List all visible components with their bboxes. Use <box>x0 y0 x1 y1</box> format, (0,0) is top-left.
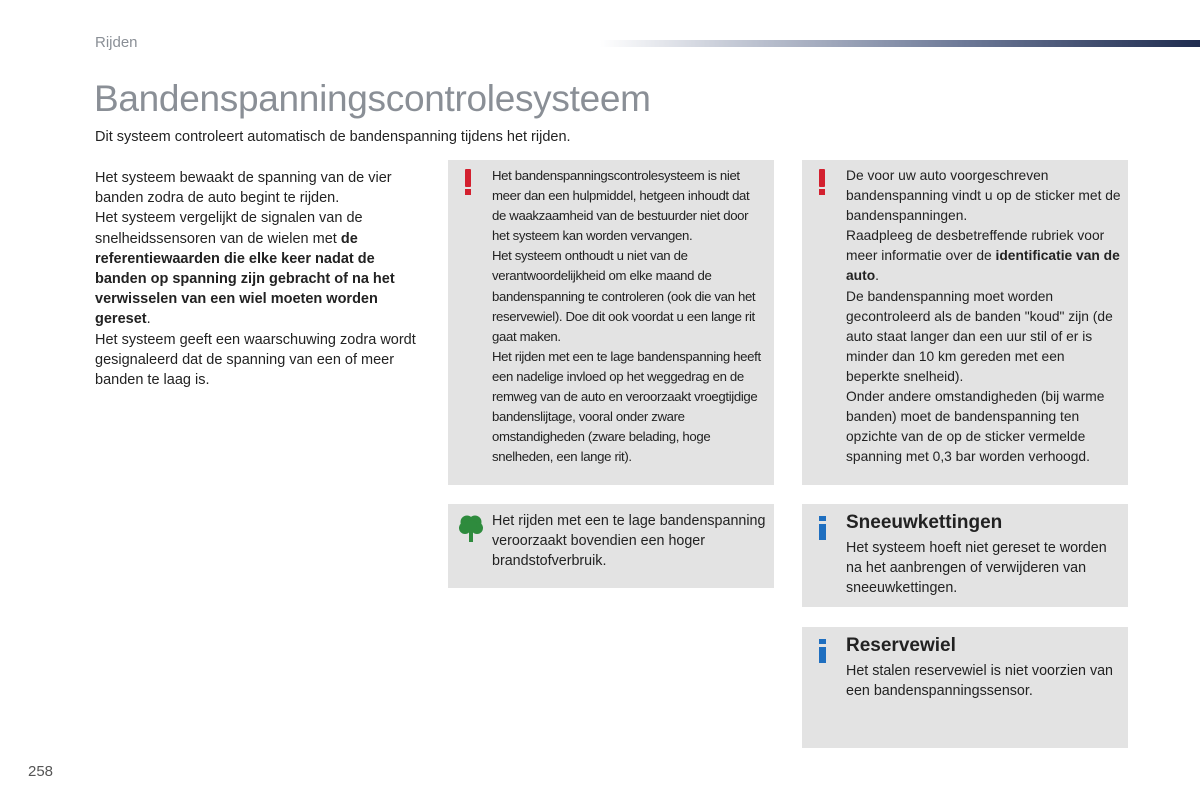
warning-1-paragraph-2: Het systeem onthoudt u niet van de verantwoordelijkheid om elke maand de bandenspanning te controleren (ook die van het reservewiel). Doe dit ook voordat u een lange rit gaat maken. <box>492 248 756 344</box>
header-gradient-bar <box>600 40 1200 47</box>
exclamation-warning-icon <box>463 169 473 195</box>
warning-2-paragraph-1: De voor uw auto voorgeschreven bandenspanning vindt u op de sticker met de bandenspanningen. <box>846 168 1121 224</box>
exclamation-warning-icon <box>817 169 827 195</box>
warning-box-2-text <box>846 166 1122 467</box>
warning-2-paragraph-2: Raadpleeg de desbetreffende rubriek voor meer informatie over de identificatie van de auto. <box>846 228 1120 284</box>
page-title: Bandenspanningscontrolesysteem <box>94 78 651 119</box>
eco-tip-text: Het rijden met een te lage bandenspanning veroorzaakt bovendien een hoger brandstofverbruik. <box>492 513 766 570</box>
info-icon <box>818 516 827 540</box>
warning-1-paragraph-1: Het bandenspanningscontrolesysteem is niet meer dan een hulpmiddel, hetgeen inhoudt dat de waakzaamheid van de bestuurder niet door het systeem kan worden vervangen. <box>492 168 750 244</box>
warning-box-1 <box>448 160 774 485</box>
warning-2-bold: identificatie van de auto <box>846 248 1120 284</box>
main-text-column <box>95 168 430 390</box>
warning-box-2 <box>802 160 1128 485</box>
eco-tip-box <box>448 504 774 588</box>
warning-2-paragraph-3: De bandenspanning moet worden gecontroleerd als de banden "koud" zijn (de auto staat langer dan een uur stil of er is minder dan 10 km gereden met een beperkte snelheid). <box>846 288 1113 384</box>
page-number: 258 <box>28 763 54 780</box>
info-box-2-title: Reservewiel <box>846 635 956 656</box>
section-label: Rijden <box>95 34 138 51</box>
body-paragraph-3: Het systeem geeft een waarschuwing zodra wordt gesignaleerd dat de spanning van een of meer banden te laag is. <box>95 331 416 389</box>
warning-box-1-text <box>492 166 764 467</box>
body-paragraph-2: Het systeem vergelijkt de signalen van de snelheidssensoren van de wielen met de referentiewaarden die elke keer nadat de banden op spanning zijn gebracht of na het verwisselen van een wiel moeten worden gereset. <box>95 210 395 328</box>
info-box-1-title: Sneeuwkettingen <box>846 512 1003 533</box>
warning-1-paragraph-3: Het rijden met een te lage bandenspanning heeft een nadelige invloed op het weggedrag en de remweg van de auto en veroorzaakt vroegtijdige bandenslijtage, vooral onder zware omstandigheden (zware belading, hoge snelheden, een lange rit). <box>492 348 761 465</box>
body-paragraph-2-bold: de referentiewaarden die elke keer nadat de banden op spanning zijn gebracht of na het verwisselen van een wiel moeten worden gereset <box>95 230 395 328</box>
info-box-2-text: Het stalen reservewiel is niet voorzien van een bandenspanningssensor. <box>846 663 1113 700</box>
warning-2-paragraph-4: Onder andere omstandigheden (bij warme banden) moet de bandenspanning ten opzichte van de op de sticker vermelde spanning met 0,3 bar worden verhoogd. <box>846 389 1105 465</box>
intro-text: Dit systeem controleert automatisch de bandenspanning tijdens het rijden. <box>95 129 571 145</box>
info-box-1-text: Het systeem hoeft niet gereset te worden na het aanbrengen of verwijderen van sneeuwkettingen. <box>846 540 1107 597</box>
tree-eco-icon <box>459 514 483 542</box>
body-paragraph-1: Het systeem bewaakt de spanning van de vier banden zodra de auto begint te rijden. <box>95 170 392 207</box>
info-box-snow-chains <box>802 504 1128 607</box>
info-box-spare-wheel <box>802 627 1128 748</box>
info-icon <box>818 639 827 663</box>
